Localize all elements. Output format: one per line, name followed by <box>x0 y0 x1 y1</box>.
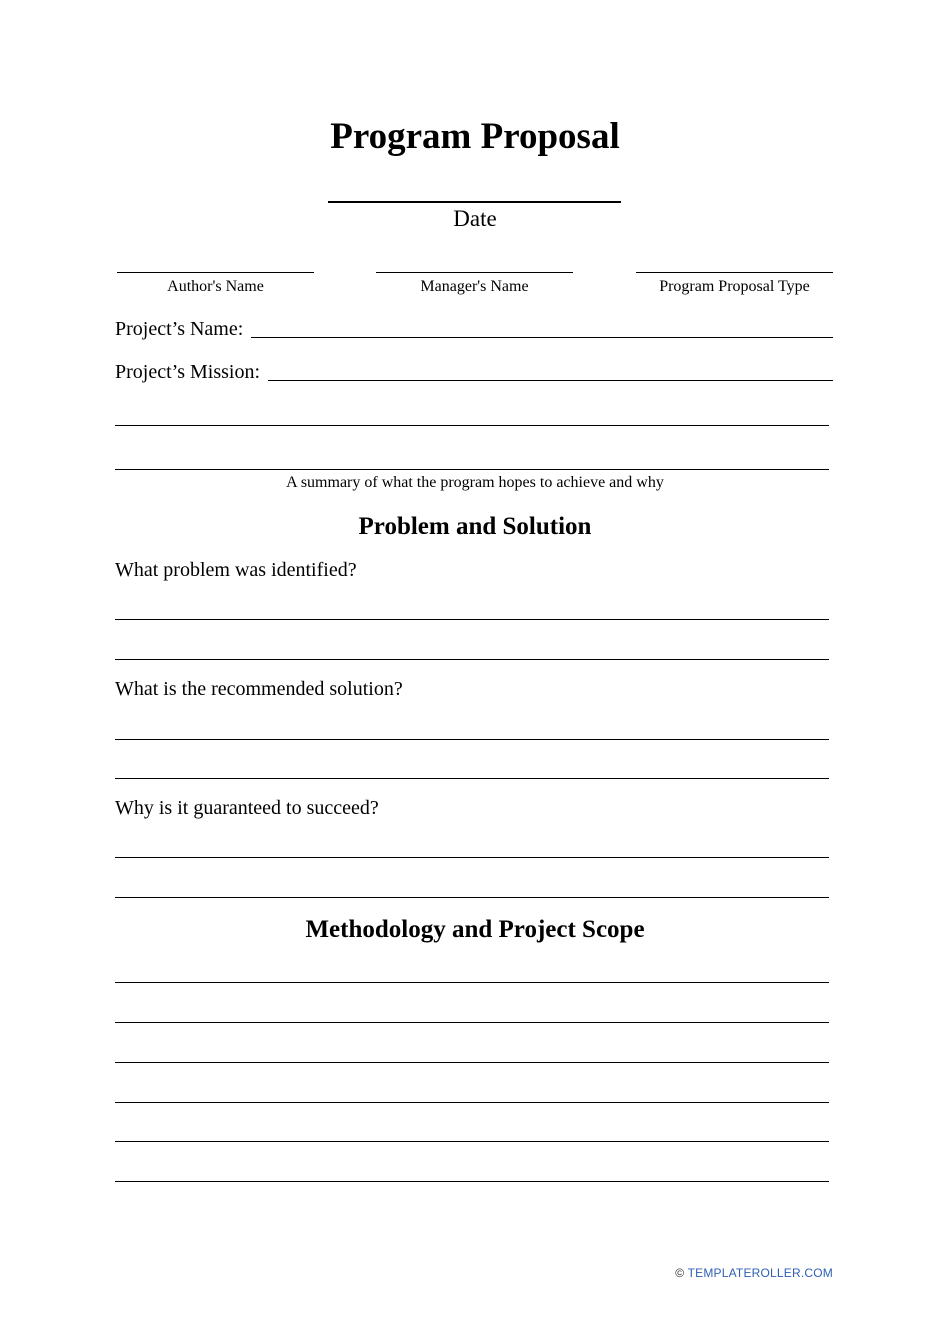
methodology-line[interactable] <box>115 1141 829 1142</box>
proposal-type-line[interactable] <box>636 272 833 273</box>
project-mission-input-line[interactable] <box>268 380 833 381</box>
answer-line[interactable] <box>115 897 829 898</box>
answer-line[interactable] <box>115 739 829 740</box>
problem-solution-heading: Problem and Solution <box>358 513 592 540</box>
question-problem: What problem was identified? <box>115 559 357 581</box>
answer-line[interactable] <box>115 659 829 660</box>
author-name-label: Author's Name <box>167 278 264 295</box>
copyright-symbol: © <box>675 1266 685 1280</box>
answer-line[interactable] <box>115 857 829 858</box>
methodology-heading: Methodology and Project Scope <box>305 916 645 943</box>
methodology-line[interactable] <box>115 1022 829 1023</box>
date-label: Date <box>453 206 497 231</box>
manager-name-line[interactable] <box>376 272 573 273</box>
manager-signature-block <box>376 260 573 298</box>
project-mission-field <box>115 359 833 385</box>
document-title: Program Proposal <box>330 116 620 157</box>
mission-line[interactable] <box>115 469 829 470</box>
footer-brand-link[interactable]: TEMPLATEROLLER.COM <box>687 1266 833 1280</box>
footer-credit <box>675 1266 833 1280</box>
author-signature-block <box>117 260 314 298</box>
project-name-field <box>115 316 833 342</box>
proposal-type-block <box>636 260 833 298</box>
author-name-line[interactable] <box>117 272 314 273</box>
answer-line[interactable] <box>115 619 829 620</box>
question-succeed: Why is it guaranteed to succeed? <box>115 797 379 819</box>
methodology-line[interactable] <box>115 1062 829 1063</box>
project-name-label: Project’s Name: <box>115 318 244 340</box>
mission-caption: A summary of what the program hopes to achieve and why <box>286 474 664 491</box>
manager-name-label: Manager's Name <box>420 278 529 295</box>
project-name-input-line[interactable] <box>251 337 833 338</box>
project-mission-label: Project’s Mission: <box>115 361 261 383</box>
methodology-line[interactable] <box>115 1102 829 1103</box>
methodology-line[interactable] <box>115 1181 829 1182</box>
methodology-line[interactable] <box>115 982 829 983</box>
mission-line[interactable] <box>115 425 829 426</box>
question-solution: What is the recommended solution? <box>115 678 403 700</box>
answer-line[interactable] <box>115 778 829 779</box>
date-input-line[interactable] <box>328 201 621 203</box>
proposal-type-label: Program Proposal Type <box>659 278 810 295</box>
